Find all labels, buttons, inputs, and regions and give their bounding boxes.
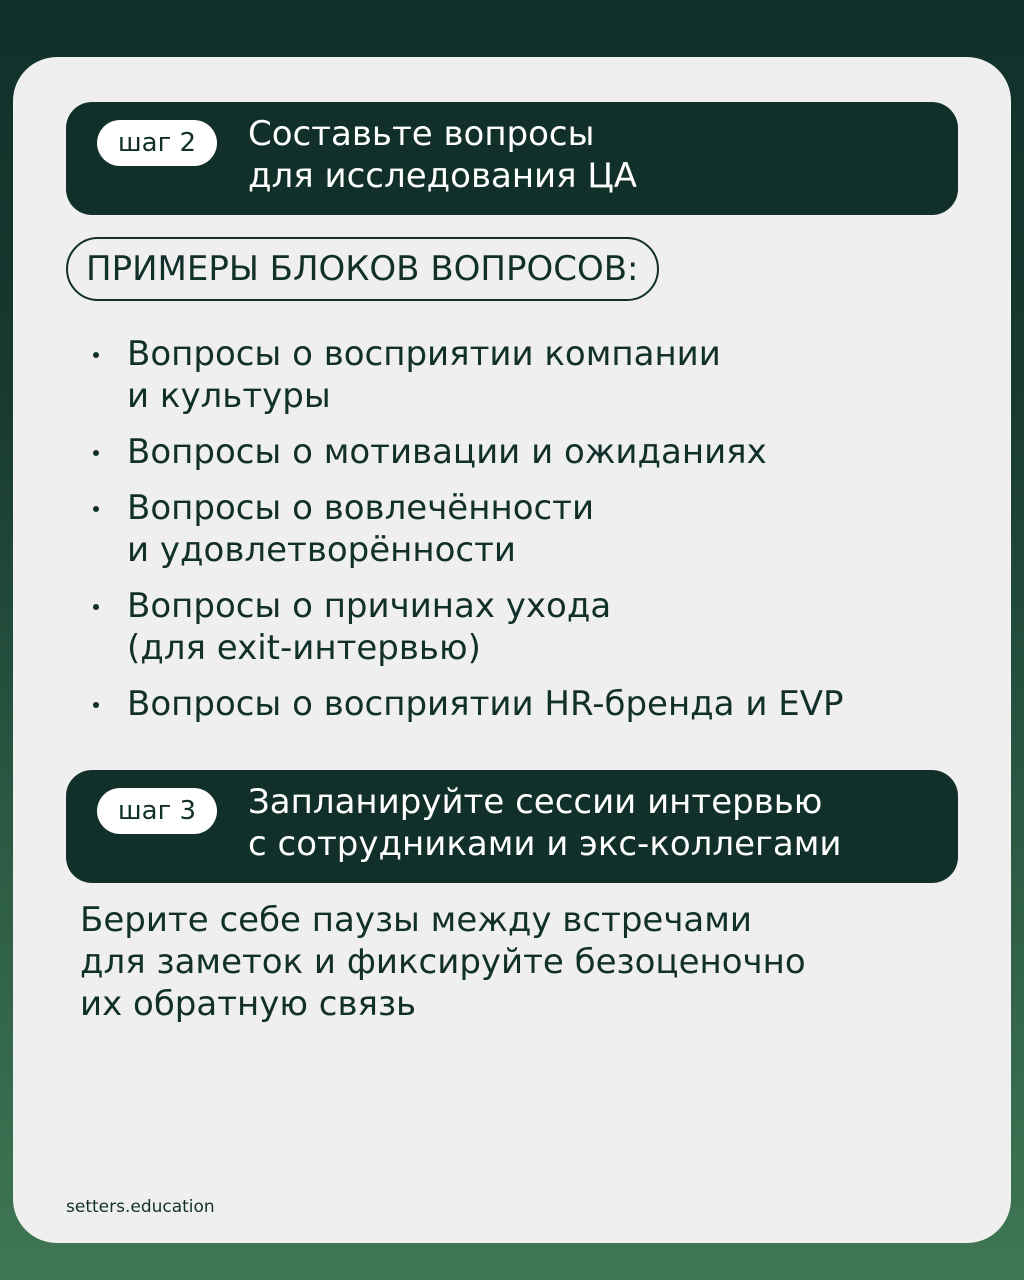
step-2-title-line: для исследования ЦА — [248, 156, 638, 196]
step-3-title-line: с сотрудниками и экс-коллегами — [248, 824, 842, 864]
list-item-line: (для exit-интервью) — [127, 628, 481, 668]
list-item-line: и удовлетворённости — [127, 530, 517, 570]
list-item-line: Вопросы о восприятии HR-бренда и EVP — [127, 684, 844, 724]
question-block-list — [93, 333, 843, 725]
section-label: ПРИМЕРЫ БЛОКОВ ВОПРОСОВ: — [66, 237, 659, 301]
advice-note-line: Берите себе паузы между встречами — [80, 900, 753, 940]
step-3-title — [248, 781, 842, 865]
list-item-line: Вопросы о вовлечённости — [127, 488, 595, 528]
step-3-title-line: Запланируйте сессии интервью — [248, 782, 823, 822]
bullet-dot — [93, 352, 99, 358]
list-item — [93, 487, 843, 571]
step-3-banner — [66, 770, 958, 883]
list-item — [93, 431, 843, 473]
list-item — [93, 683, 843, 725]
bullet-dot — [93, 604, 99, 610]
advice-note-line: их обратную связь — [80, 984, 417, 1024]
bullet-dot — [93, 506, 99, 512]
bullet-dot — [93, 702, 99, 708]
bullet-dot — [93, 450, 99, 456]
step-2-banner — [66, 102, 958, 215]
list-item-line: Вопросы о причинах ухода — [127, 586, 612, 626]
advice-note-line: для заметок и фиксируйте безоценочно — [80, 942, 806, 982]
step-2-title — [248, 113, 637, 197]
step-2-badge: шаг 2 — [97, 120, 217, 166]
step-2-title-line: Составьте вопросы — [248, 114, 595, 154]
content-card — [13, 57, 1011, 1243]
list-item — [93, 333, 843, 417]
list-item — [93, 585, 843, 669]
footer-brand: setters.education — [66, 1197, 215, 1217]
list-item-line: и культуры — [127, 376, 331, 416]
list-item-line: Вопросы о восприятии компании — [127, 334, 721, 374]
list-item-line: Вопросы о мотивации и ожиданиях — [127, 432, 767, 472]
step-3-badge: шаг 3 — [97, 788, 217, 834]
advice-note — [80, 899, 806, 1025]
